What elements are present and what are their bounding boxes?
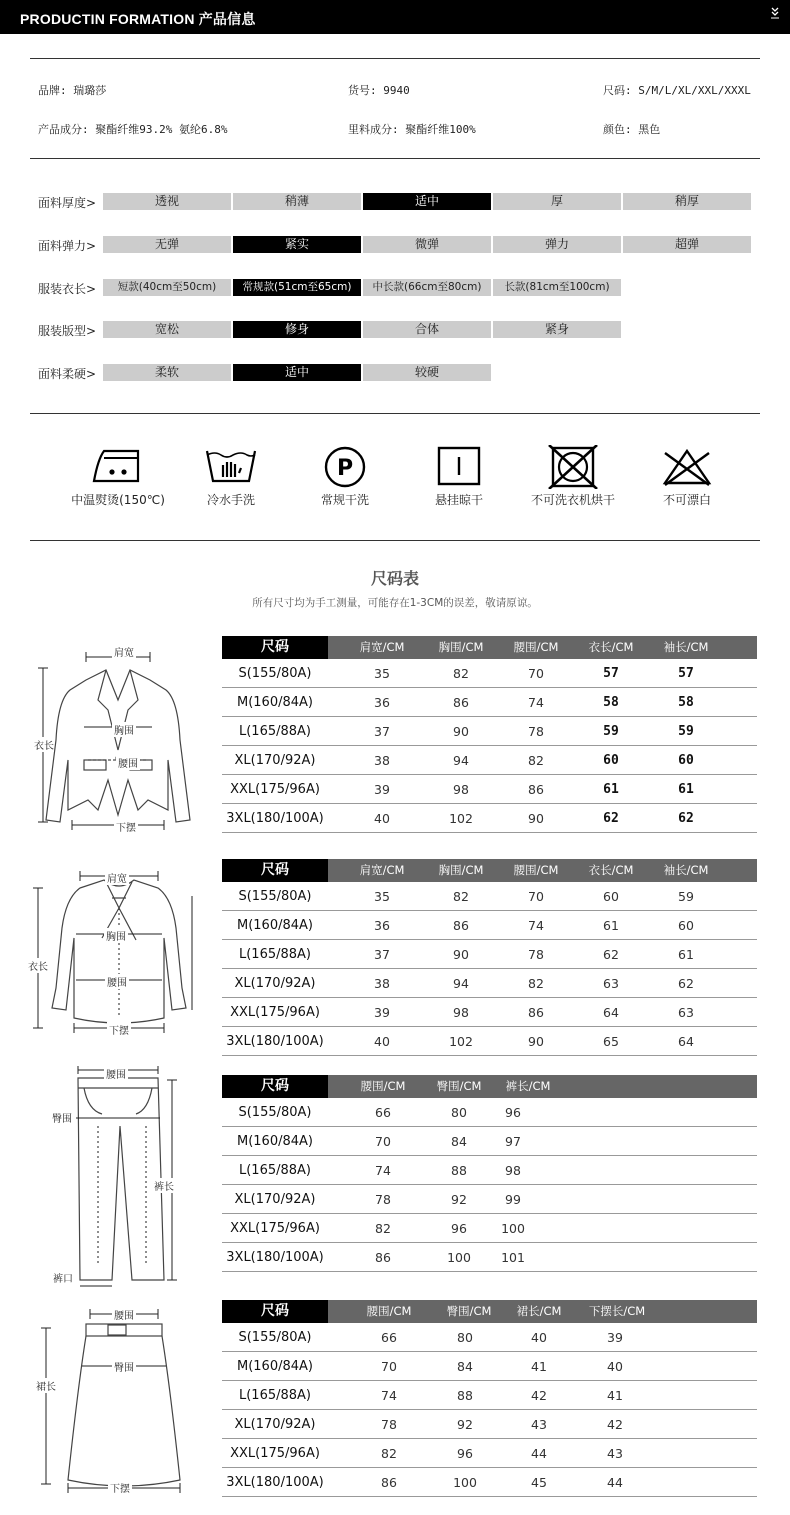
divider bbox=[30, 158, 760, 159]
size-cell: M(160/84A) bbox=[237, 918, 313, 933]
table-row bbox=[222, 775, 757, 804]
size-table-blouse bbox=[222, 859, 757, 1056]
attribute-option: 较硬 bbox=[363, 364, 491, 381]
value-cell: 35 bbox=[374, 666, 390, 681]
value-cell: 37 bbox=[374, 947, 390, 962]
size-cell: M(160/84A) bbox=[237, 695, 313, 710]
value-cell: 63 bbox=[603, 976, 619, 991]
value-cell: 60 bbox=[603, 889, 619, 904]
value-cell: 100 bbox=[501, 1221, 525, 1236]
attribute-option: 紧身 bbox=[493, 321, 621, 338]
value-cell: 37 bbox=[374, 724, 390, 739]
size-cell: XL(170/92A) bbox=[234, 976, 316, 991]
value-cell: 65 bbox=[603, 1034, 619, 1049]
attribute-option: 无弹 bbox=[103, 236, 231, 253]
size-cell: XL(170/92A) bbox=[234, 1417, 316, 1432]
value-cell: 70 bbox=[528, 889, 544, 904]
value-cell: 60 bbox=[678, 918, 694, 933]
table-row bbox=[222, 1214, 757, 1243]
size-cell: L(165/88A) bbox=[238, 724, 311, 739]
table-header-cell: 胸围/CM bbox=[438, 863, 484, 877]
table-header bbox=[222, 636, 757, 659]
value-cell: 41 bbox=[607, 1388, 623, 1403]
garment-label: 胸围 bbox=[112, 722, 136, 737]
table-header-size: 尺码 bbox=[222, 1300, 328, 1323]
value-cell: 86 bbox=[528, 782, 544, 797]
info-composition: 产品成分: 聚酯纤维93.2% 氨纶6.8% bbox=[38, 123, 228, 136]
garment-label: 衣长 bbox=[34, 737, 54, 752]
table-header bbox=[222, 1300, 757, 1323]
value-cell: 96 bbox=[457, 1446, 473, 1461]
skirt-illustration bbox=[30, 1306, 195, 1496]
attribute-option: 宽松 bbox=[103, 321, 231, 338]
table-row bbox=[222, 688, 757, 717]
value-cell: 60 bbox=[678, 753, 694, 768]
table-header-cell: 袖长/CM bbox=[663, 863, 709, 877]
table-row bbox=[222, 1439, 757, 1468]
size-cell: M(160/84A) bbox=[237, 1359, 313, 1374]
value-cell: 41 bbox=[531, 1359, 547, 1374]
table-header-cell: 下摆长/CM bbox=[588, 1304, 646, 1318]
no-bleach-icon bbox=[659, 445, 715, 487]
attribute-option: 稍薄 bbox=[233, 193, 361, 210]
attribute-option: 中长款(66cm至80cm) bbox=[363, 279, 491, 296]
table-header-cell: 衣长/CM bbox=[588, 863, 634, 877]
attribute-option: 柔软 bbox=[103, 364, 231, 381]
table-row bbox=[222, 1243, 757, 1272]
care-label: 不可洗衣机烘干 bbox=[530, 493, 615, 507]
value-cell: 70 bbox=[375, 1134, 391, 1149]
value-cell: 90 bbox=[528, 811, 544, 826]
attribute-option: 常规款(51cm至65cm) bbox=[233, 279, 361, 296]
value-cell: 90 bbox=[528, 1034, 544, 1049]
care-label: 中温熨烫(150℃) bbox=[71, 493, 165, 507]
garment-label: 臀围 bbox=[112, 1359, 136, 1374]
garment-label: 裙长 bbox=[36, 1378, 56, 1393]
size-cell: L(165/88A) bbox=[238, 1163, 311, 1178]
value-cell: 66 bbox=[375, 1105, 391, 1120]
table-row bbox=[222, 1027, 757, 1056]
value-cell: 98 bbox=[505, 1163, 521, 1178]
table-row bbox=[222, 940, 757, 969]
size-chart-subtitle: 所有尺寸均为手工测量，可能存在1-3CM的误差，敬请原谅。 bbox=[252, 597, 538, 609]
table-header-cell: 腰围/CM bbox=[366, 1304, 412, 1318]
table-header-size: 尺码 bbox=[222, 859, 328, 882]
garment-label: 腰围 bbox=[112, 1307, 136, 1322]
info-sizes: 尺码: S/M/L/XL/XXL/XXXL bbox=[603, 84, 751, 97]
size-cell: 3XL(180/100A) bbox=[226, 1034, 324, 1049]
value-cell: 40 bbox=[531, 1330, 547, 1345]
value-cell: 39 bbox=[374, 782, 390, 797]
value-cell: 84 bbox=[457, 1359, 473, 1374]
table-row bbox=[222, 882, 757, 911]
info-item-no: 货号: 9940 bbox=[348, 84, 410, 97]
value-cell: 62 bbox=[678, 976, 694, 991]
table-header-cell: 腰围/CM bbox=[513, 863, 559, 877]
attribute-option: 修身 bbox=[233, 321, 361, 338]
garment-label: 裤口 bbox=[53, 1270, 73, 1285]
value-cell: 82 bbox=[528, 976, 544, 991]
iron-icon bbox=[90, 445, 146, 485]
divider bbox=[30, 413, 760, 414]
page-title: PRODUCTIN FORMATION 产品信息 bbox=[20, 11, 256, 27]
size-cell: XXL(175/96A) bbox=[230, 1221, 320, 1236]
value-cell: 45 bbox=[531, 1475, 547, 1490]
value-cell: 97 bbox=[505, 1134, 521, 1149]
value-cell: 58 bbox=[603, 695, 619, 710]
value-cell: 88 bbox=[457, 1388, 473, 1403]
value-cell: 78 bbox=[375, 1192, 391, 1207]
garment-label: 下摆 bbox=[108, 1480, 132, 1495]
value-cell: 57 bbox=[603, 666, 619, 681]
size-table-blazer bbox=[222, 636, 757, 833]
table-header-cell: 腰围/CM bbox=[360, 1079, 406, 1093]
value-cell: 40 bbox=[374, 1034, 390, 1049]
value-cell: 101 bbox=[501, 1250, 525, 1265]
value-cell: 57 bbox=[678, 666, 694, 681]
hand-wash-icon bbox=[203, 445, 259, 485]
value-cell: 40 bbox=[607, 1359, 623, 1374]
size-cell: S(155/80A) bbox=[238, 1330, 312, 1345]
table-row bbox=[222, 969, 757, 998]
table-row bbox=[222, 717, 757, 746]
table-header-cell: 裙长/CM bbox=[516, 1304, 562, 1318]
table-row bbox=[222, 1127, 757, 1156]
value-cell: 86 bbox=[453, 695, 469, 710]
blazer-illustration bbox=[28, 640, 208, 840]
value-cell: 38 bbox=[374, 976, 390, 991]
table-row bbox=[222, 659, 757, 688]
value-cell: 84 bbox=[451, 1134, 467, 1149]
garment-label: 腰围 bbox=[105, 974, 129, 989]
garment-label: 肩宽 bbox=[112, 644, 136, 659]
value-cell: 43 bbox=[607, 1446, 623, 1461]
care-label: 不可漂白 bbox=[662, 493, 711, 507]
value-cell: 35 bbox=[374, 889, 390, 904]
value-cell: 61 bbox=[678, 782, 694, 797]
size-cell: L(165/88A) bbox=[238, 947, 311, 962]
value-cell: 39 bbox=[607, 1330, 623, 1345]
value-cell: 99 bbox=[505, 1192, 521, 1207]
size-cell: 3XL(180/100A) bbox=[226, 1250, 324, 1265]
info-brand: 品牌: 瑞璐莎 bbox=[38, 84, 107, 97]
garment-label: 胸围 bbox=[104, 928, 128, 943]
value-cell: 43 bbox=[531, 1417, 547, 1432]
value-cell: 62 bbox=[678, 811, 694, 826]
table-header-cell: 袖长/CM bbox=[663, 640, 709, 654]
table-row bbox=[222, 1468, 757, 1497]
value-cell: 98 bbox=[453, 1005, 469, 1020]
attribute-option: 适中 bbox=[363, 193, 491, 210]
value-cell: 96 bbox=[451, 1221, 467, 1236]
value-cell: 102 bbox=[449, 811, 473, 826]
table-header-cell: 肩宽/CM bbox=[359, 640, 405, 654]
care-item bbox=[63, 445, 173, 508]
garment-label: 臀围 bbox=[52, 1110, 72, 1125]
table-header-size: 尺码 bbox=[222, 636, 328, 659]
value-cell: 94 bbox=[453, 753, 469, 768]
care-item bbox=[404, 445, 514, 508]
size-cell: XL(170/92A) bbox=[234, 753, 316, 768]
value-cell: 74 bbox=[528, 918, 544, 933]
value-cell: 64 bbox=[603, 1005, 619, 1020]
attribute-option: 厚 bbox=[493, 193, 621, 210]
garment-label: 裤长 bbox=[154, 1178, 174, 1193]
value-cell: 59 bbox=[678, 889, 694, 904]
table-row bbox=[222, 1098, 757, 1127]
attribute-option: 短款(40cm至50cm) bbox=[103, 279, 231, 296]
size-cell: XXL(175/96A) bbox=[230, 1005, 320, 1020]
garment-label: 下摆 bbox=[107, 1022, 131, 1037]
size-cell: 3XL(180/100A) bbox=[226, 1475, 324, 1490]
table-header-cell: 腰围/CM bbox=[513, 640, 559, 654]
table-header-cell: 裤长/CM bbox=[505, 1079, 551, 1093]
value-cell: 86 bbox=[375, 1250, 391, 1265]
value-cell: 86 bbox=[381, 1475, 397, 1490]
table-header-cell: 臀围/CM bbox=[436, 1079, 482, 1093]
value-cell: 100 bbox=[447, 1250, 471, 1265]
value-cell: 62 bbox=[603, 811, 619, 826]
table-header-size: 尺码 bbox=[222, 1075, 328, 1098]
table-row bbox=[222, 1323, 757, 1352]
table-header-cell: 衣长/CM bbox=[588, 640, 634, 654]
value-cell: 74 bbox=[381, 1388, 397, 1403]
garment-label: 腰围 bbox=[104, 1066, 128, 1081]
size-chart-title: 尺码表 bbox=[370, 569, 419, 588]
value-cell: 42 bbox=[531, 1388, 547, 1403]
table-header-cell: 胸围/CM bbox=[438, 640, 484, 654]
table-row bbox=[222, 1381, 757, 1410]
table-header bbox=[222, 859, 757, 882]
size-cell: XXL(175/96A) bbox=[230, 1446, 320, 1461]
value-cell: 86 bbox=[453, 918, 469, 933]
value-cell: 36 bbox=[374, 918, 390, 933]
info-color: 颜色: 黑色 bbox=[603, 123, 661, 136]
value-cell: 78 bbox=[381, 1417, 397, 1432]
care-label: 冷水手洗 bbox=[206, 493, 255, 507]
attribute-option: 透视 bbox=[103, 193, 231, 210]
attribute-label: 服装衣长> bbox=[38, 282, 97, 296]
size-cell: M(160/84A) bbox=[237, 1134, 313, 1149]
attribute-label: 面料厚度> bbox=[38, 196, 97, 210]
care-item bbox=[518, 445, 628, 508]
value-cell: 80 bbox=[451, 1105, 467, 1120]
value-cell: 70 bbox=[381, 1359, 397, 1374]
care-label: 悬挂晾干 bbox=[434, 493, 483, 507]
table-row bbox=[222, 1156, 757, 1185]
value-cell: 102 bbox=[449, 1034, 473, 1049]
size-cell: 3XL(180/100A) bbox=[226, 811, 324, 826]
value-cell: 42 bbox=[607, 1417, 623, 1432]
table-row bbox=[222, 1185, 757, 1214]
garment-label: 下摆 bbox=[114, 819, 138, 834]
hang-dry-icon bbox=[431, 445, 487, 487]
value-cell: 63 bbox=[678, 1005, 694, 1020]
size-cell: S(155/80A) bbox=[238, 666, 312, 681]
table-header-cell: 肩宽/CM bbox=[359, 863, 405, 877]
value-cell: 58 bbox=[678, 695, 694, 710]
value-cell: 44 bbox=[531, 1446, 547, 1461]
size-cell: L(165/88A) bbox=[238, 1388, 311, 1403]
divider bbox=[30, 540, 760, 541]
table-row bbox=[222, 998, 757, 1027]
attribute-label: 面料弹力> bbox=[38, 239, 97, 253]
value-cell: 80 bbox=[457, 1330, 473, 1345]
size-table-trousers bbox=[222, 1075, 757, 1272]
value-cell: 60 bbox=[603, 753, 619, 768]
value-cell: 96 bbox=[505, 1105, 521, 1120]
value-cell: 82 bbox=[528, 753, 544, 768]
size-cell: XL(170/92A) bbox=[234, 1192, 316, 1207]
value-cell: 61 bbox=[678, 947, 694, 962]
blouse-illustration bbox=[22, 868, 217, 1048]
dry-clean-icon bbox=[317, 445, 373, 489]
value-cell: 82 bbox=[375, 1221, 391, 1236]
care-item bbox=[632, 445, 742, 508]
table-row bbox=[222, 1410, 757, 1439]
table-header bbox=[222, 1075, 757, 1098]
table-row bbox=[222, 746, 757, 775]
size-cell: S(155/80A) bbox=[238, 1105, 312, 1120]
no-tumble-dry-icon bbox=[545, 445, 601, 489]
value-cell: 66 bbox=[381, 1330, 397, 1345]
value-cell: 92 bbox=[451, 1192, 467, 1207]
value-cell: 59 bbox=[603, 724, 619, 739]
attribute-option: 弹力 bbox=[493, 236, 621, 253]
value-cell: 78 bbox=[528, 947, 544, 962]
value-cell: 90 bbox=[453, 724, 469, 739]
value-cell: 92 bbox=[457, 1417, 473, 1432]
value-cell: 100 bbox=[453, 1475, 477, 1490]
value-cell: 74 bbox=[375, 1163, 391, 1178]
table-row bbox=[222, 911, 757, 940]
attribute-option: 适中 bbox=[233, 364, 361, 381]
garment-label: 腰围 bbox=[116, 755, 140, 770]
value-cell: 82 bbox=[381, 1446, 397, 1461]
size-cell: S(155/80A) bbox=[238, 889, 312, 904]
attribute-option: 合体 bbox=[363, 321, 491, 338]
info-lining: 里料成分: 聚酯纤维100% bbox=[348, 123, 476, 136]
attribute-option: 稍厚 bbox=[623, 193, 751, 210]
care-label: 常规干洗 bbox=[320, 493, 369, 507]
care-item bbox=[176, 445, 286, 508]
double-chevron-icon[interactable] bbox=[770, 6, 780, 23]
care-item bbox=[290, 445, 400, 508]
value-cell: 82 bbox=[453, 889, 469, 904]
divider bbox=[30, 58, 760, 59]
table-row bbox=[222, 804, 757, 833]
garment-label: 衣长 bbox=[28, 958, 48, 973]
value-cell: 78 bbox=[528, 724, 544, 739]
garment-label: 肩宽 bbox=[105, 870, 129, 885]
value-cell: 64 bbox=[678, 1034, 694, 1049]
value-cell: 38 bbox=[374, 753, 390, 768]
value-cell: 86 bbox=[528, 1005, 544, 1020]
value-cell: 82 bbox=[453, 666, 469, 681]
size-cell: XXL(175/96A) bbox=[230, 782, 320, 797]
value-cell: 90 bbox=[453, 947, 469, 962]
value-cell: 98 bbox=[453, 782, 469, 797]
value-cell: 70 bbox=[528, 666, 544, 681]
header-bar bbox=[0, 0, 790, 34]
attribute-option: 微弹 bbox=[363, 236, 491, 253]
value-cell: 74 bbox=[528, 695, 544, 710]
table-row bbox=[222, 1352, 757, 1381]
attribute-option: 长款(81cm至100cm) bbox=[493, 279, 621, 296]
value-cell: 39 bbox=[374, 1005, 390, 1020]
value-cell: 36 bbox=[374, 695, 390, 710]
value-cell: 61 bbox=[603, 918, 619, 933]
value-cell: 62 bbox=[603, 947, 619, 962]
attribute-label: 服装版型> bbox=[38, 324, 97, 338]
table-header-cell: 臀围/CM bbox=[446, 1304, 492, 1318]
value-cell: 88 bbox=[451, 1163, 467, 1178]
value-cell: 61 bbox=[603, 782, 619, 797]
size-table-skirt bbox=[222, 1300, 757, 1497]
value-cell: 59 bbox=[678, 724, 694, 739]
svg-text:P: P bbox=[336, 456, 354, 481]
value-cell: 40 bbox=[374, 811, 390, 826]
value-cell: 94 bbox=[453, 976, 469, 991]
attribute-label: 面料柔硬> bbox=[38, 367, 97, 381]
attribute-option: 超弹 bbox=[623, 236, 751, 253]
attribute-option: 紧实 bbox=[233, 236, 361, 253]
value-cell: 44 bbox=[607, 1475, 623, 1490]
